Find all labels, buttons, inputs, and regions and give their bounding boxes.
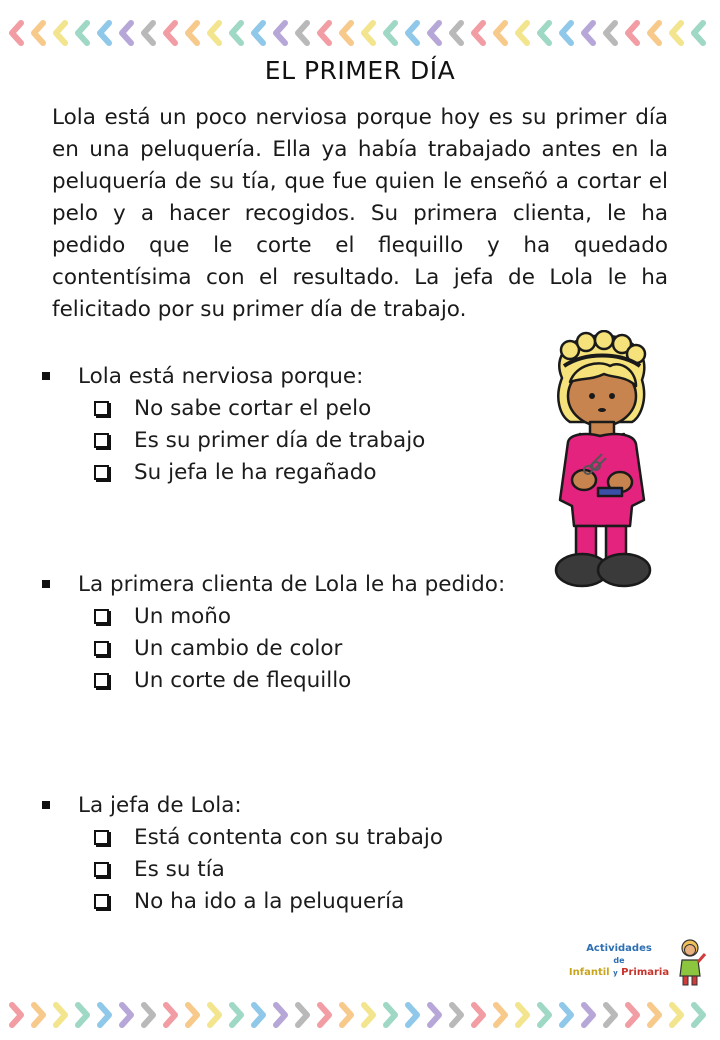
answer-option[interactable] — [42, 885, 562, 917]
chevron-icon — [122, 23, 131, 43]
answer-option[interactable] — [42, 456, 562, 488]
chevron-icon — [628, 23, 637, 43]
answer-option[interactable] — [42, 853, 562, 885]
checkbox-icon[interactable] — [94, 673, 109, 688]
question-prompt: La jefa de Lola: — [78, 792, 242, 818]
checkbox-icon[interactable] — [94, 465, 109, 480]
chevron-icon — [298, 1005, 307, 1025]
answer-label: Su jefa le ha regañado — [134, 459, 377, 485]
chevron-icon — [298, 23, 307, 43]
chevron-icon — [232, 23, 241, 43]
chevron-icon — [672, 1005, 681, 1025]
chevron-icon — [34, 23, 43, 43]
chevron-icon — [386, 1005, 395, 1025]
chevron-icon — [672, 23, 681, 43]
chevron-icon — [430, 23, 439, 43]
chevron-icon — [144, 1005, 153, 1025]
chevron-icon — [518, 1005, 527, 1025]
question-3 — [42, 789, 562, 917]
child-mascot-icon — [674, 938, 706, 988]
answer-label: Un cambio de color — [134, 635, 343, 661]
chevron-icon — [386, 23, 395, 43]
answer-label: Es su tía — [134, 856, 225, 882]
checkbox-icon[interactable] — [94, 641, 109, 656]
publisher-logo: Actividades de Infantil y Primaria — [560, 938, 706, 990]
chevron-icon — [474, 23, 483, 43]
question-prompt: Lola está nerviosa porque: — [78, 363, 364, 389]
chevron-icon — [276, 23, 285, 43]
chevron-icon — [430, 1005, 439, 1025]
checkbox-icon[interactable] — [94, 609, 109, 624]
chevron-icon — [606, 1005, 615, 1025]
chevron-icon — [452, 1005, 461, 1025]
chevron-icon — [408, 1005, 417, 1025]
chevron-icon — [320, 1005, 329, 1025]
page-title: EL PRIMER DÍA — [264, 56, 456, 85]
question-2 — [42, 568, 562, 696]
answer-label: No sabe cortar el pelo — [134, 395, 372, 421]
chevron-icon — [122, 1005, 131, 1025]
chevron-icon — [254, 23, 263, 43]
bullet-icon — [42, 372, 50, 380]
chevron-icon — [188, 23, 197, 43]
chevron-icon — [584, 1005, 593, 1025]
answer-option[interactable] — [42, 424, 562, 456]
chevron-icon — [232, 1005, 241, 1025]
top-chevron-border — [0, 18, 720, 48]
chevron-icon — [210, 1005, 219, 1025]
chevron-icon — [166, 23, 175, 43]
bullet-icon — [42, 801, 50, 809]
bottom-chevron-border — [0, 1000, 720, 1030]
answer-option[interactable] — [42, 392, 562, 424]
answer-label: Un moño — [134, 603, 232, 629]
answer-option[interactable] — [42, 632, 562, 664]
answer-label: Está contenta con su trabajo — [134, 824, 444, 850]
chevron-icon — [100, 23, 109, 43]
chevron-icon — [166, 1005, 175, 1025]
answer-label: Es su primer día de trabajo — [134, 427, 426, 453]
answer-label: Un corte de flequillo — [134, 667, 352, 693]
chevron-icon — [34, 1005, 43, 1025]
chevron-icon — [650, 23, 659, 43]
chevron-icon — [584, 23, 593, 43]
chevron-icon — [606, 23, 615, 43]
checkbox-icon[interactable] — [94, 894, 109, 909]
chevron-icon — [694, 1005, 703, 1025]
chevron-icon — [210, 23, 219, 43]
chevron-icon — [364, 1005, 373, 1025]
answer-option[interactable] — [42, 821, 562, 853]
chevron-icon — [56, 1005, 65, 1025]
answer-option[interactable] — [42, 600, 562, 632]
chevron-icon — [408, 23, 417, 43]
bullet-icon — [42, 580, 50, 588]
chevron-icon — [452, 23, 461, 43]
chevron-icon — [540, 23, 549, 43]
chevron-icon — [100, 1005, 109, 1025]
chevron-icon — [276, 1005, 285, 1025]
chevron-icon — [254, 1005, 263, 1025]
chevron-icon — [56, 23, 65, 43]
chevron-icon — [562, 1005, 571, 1025]
chevron-icon — [496, 23, 505, 43]
question-prompt: La primera clienta de Lola le ha pedido: — [78, 571, 506, 597]
chevron-icon — [650, 1005, 659, 1025]
checkbox-icon[interactable] — [94, 433, 109, 448]
chevron-icon — [320, 23, 329, 43]
chevron-icon — [12, 1005, 21, 1025]
hairdresser-girl-icon — [540, 330, 660, 592]
chevron-icon — [364, 23, 373, 43]
chevron-icon — [342, 1005, 351, 1025]
chevron-icon — [78, 23, 87, 43]
answer-label: No ha ido a la peluquería — [134, 888, 405, 914]
checkbox-icon[interactable] — [94, 862, 109, 877]
answer-option[interactable] — [42, 664, 562, 696]
checkbox-icon[interactable] — [94, 830, 109, 845]
chevron-icon — [12, 23, 21, 43]
story-paragraph: Lola está un poco nerviosa porque hoy es su primer día en una peluquería. Ella ya había trabajado antes en la peluquería de su tía, que fue quien le enseñó a cortar el pelo y a hacer recogidos. Su primera clienta, le ha pedido que le corte el flequillo y ha quedado contentísima con el resultado. La jefa de Lola le ha felicitado por su primer día de trabajo. — [52, 105, 668, 322]
chevron-icon — [78, 1005, 87, 1025]
chevron-icon — [540, 1005, 549, 1025]
question-1 — [42, 360, 562, 488]
chevron-icon — [474, 1005, 483, 1025]
chevron-icon — [144, 23, 153, 43]
chevron-icon — [496, 1005, 505, 1025]
chevron-icon — [188, 1005, 197, 1025]
chevron-icon — [628, 1005, 637, 1025]
checkbox-icon[interactable] — [94, 401, 109, 416]
chevron-icon — [694, 23, 703, 43]
chevron-icon — [562, 23, 571, 43]
chevron-icon — [518, 23, 527, 43]
chevron-icon — [342, 23, 351, 43]
